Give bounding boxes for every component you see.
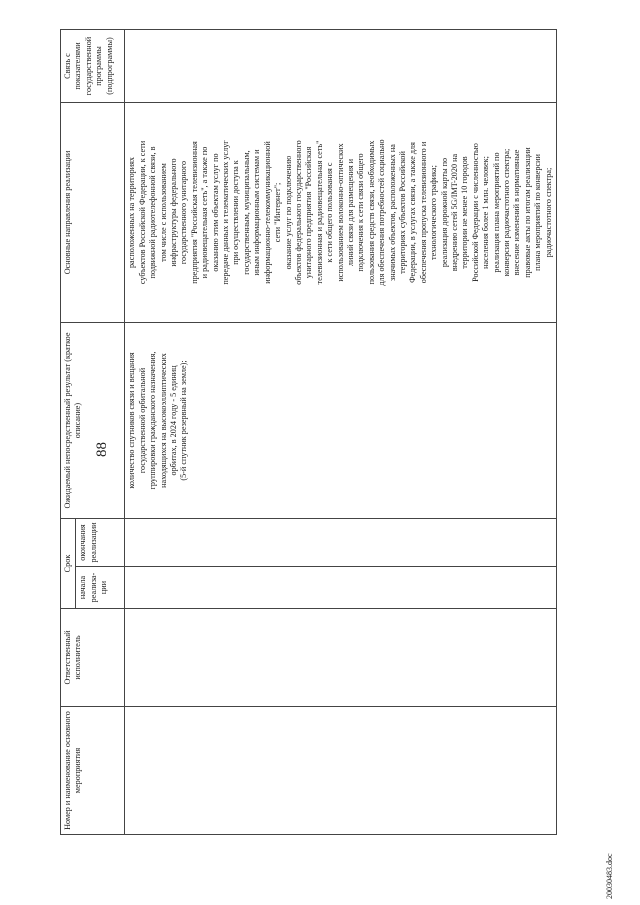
cell-responsible [125, 609, 557, 707]
direction-line: технологического трафика; [429, 165, 439, 260]
direction-line: при осуществлении доступа к [231, 160, 241, 265]
cell-link-indicators [125, 30, 557, 103]
direction-line: сети "Интернет"; [273, 182, 283, 243]
header-measure-name: Номер и наименование основного мероприятия [61, 707, 125, 835]
header-term: Срок [61, 519, 76, 609]
direction-line: для обеспечения потребностей социально [377, 139, 387, 286]
program-measures-table [60, 29, 557, 835]
header-expected-result: Ожидаемый непосредственный результат (краткое описание) [61, 323, 125, 519]
direction-line: плана мероприятий по конверсии [533, 154, 543, 271]
direction-line: Российской Федерации с численностью [470, 143, 480, 282]
direction-line: телевизионная и радиовещательная сеть" [314, 140, 324, 285]
table-row [125, 30, 557, 835]
direction-line: объектов федерального государственного [293, 140, 303, 285]
direction-line: информационно-телекоммуникационной [262, 141, 272, 284]
direction-line: государственного унитарного [179, 160, 189, 265]
direction-line: использованием волоконно-оптических [335, 143, 345, 282]
direction-line: государственным, муниципальным, [241, 150, 251, 275]
direction-line: обеспечения пропуска телевизионного и [418, 141, 428, 284]
cell-main-directions [125, 103, 557, 323]
direction-line: реализация плана мероприятий по [491, 152, 501, 273]
direction-line: расположенных на территориях [127, 156, 137, 269]
direction-line: том числе с использованием [158, 163, 168, 262]
direction-line: подвижной радиотелефонной связи, в [148, 146, 158, 279]
direction-line: конверсии радиочастотного спектра; [502, 148, 512, 277]
header-term-end: окончания реализации [76, 519, 125, 567]
direction-line: территориях субъектов Российской [397, 151, 407, 274]
direction-line: значимых объектов, расположенных на [387, 144, 397, 281]
result-line: группировки гражданского назначения, [148, 351, 158, 490]
result-line: государственной орбитальной [137, 367, 147, 474]
footer-file-name: 20030483.doc [605, 853, 614, 899]
header-main-directions: Основные направления реализации [61, 103, 125, 323]
result-line: находящихся на высокоэллиптических [158, 353, 168, 488]
direction-line: территории не менее 10 городов [460, 156, 470, 269]
direction-line: передаче данных и телематических услуг [221, 140, 231, 285]
result-line: количество спутников связи и вещания [127, 352, 137, 489]
direction-line: Федерации, в услугах связи, а также для [408, 142, 418, 283]
direction-line: реализация дорожной карты по [439, 157, 449, 268]
direction-line: предприятия "Российская телевизионная [189, 141, 199, 284]
direction-line: радиочастотного спектра; [543, 167, 553, 258]
result-line: орбитах, в 2024 году - 5 единиц [169, 365, 179, 476]
page-number: 88 [94, 442, 110, 457]
cell-measure-name [125, 707, 557, 835]
direction-line: иным информационным системам и [252, 149, 262, 276]
direction-line: внедрению сетей 5G/IMT-2020 на [450, 153, 459, 272]
header-link-indicators: Связь с показателями государственной программы (подпрограммы) [61, 30, 125, 103]
direction-line: оказанию этим объектам услуг по [210, 153, 220, 272]
direction-line: правовые акты по итогам реализации [522, 147, 532, 278]
table-header-row [61, 30, 76, 835]
cell-expected-result [125, 323, 557, 519]
direction-line: населения более 1 млн. человек; [481, 156, 491, 269]
direction-line: инфраструктуры федерального [169, 158, 179, 267]
header-responsible: Ответственный исполнитель [61, 609, 125, 707]
cell-term-start [125, 567, 557, 609]
direction-line: к сети общего пользования с [325, 162, 335, 263]
direction-line: унитарного предприятия "Российская [304, 146, 314, 279]
cell-term-end [125, 519, 557, 567]
direction-line: пользования средств связи, необходимых [366, 140, 376, 285]
header-term-start: начала реализа-ции [76, 567, 125, 609]
direction-line: внесение изменений в нормативные [512, 149, 522, 276]
direction-line: подключения к сети связи общего [356, 153, 366, 272]
direction-line: линий связи для размещения и [345, 158, 355, 267]
direction-line: и радиовещательная сеть", а также по [200, 146, 210, 279]
result-line: (5-й спутник резервный на земле); [179, 360, 189, 481]
direction-line: субъектов Российской Федерации, к сети [137, 140, 147, 285]
direction-line: оказание услуг по подключению [283, 155, 293, 270]
